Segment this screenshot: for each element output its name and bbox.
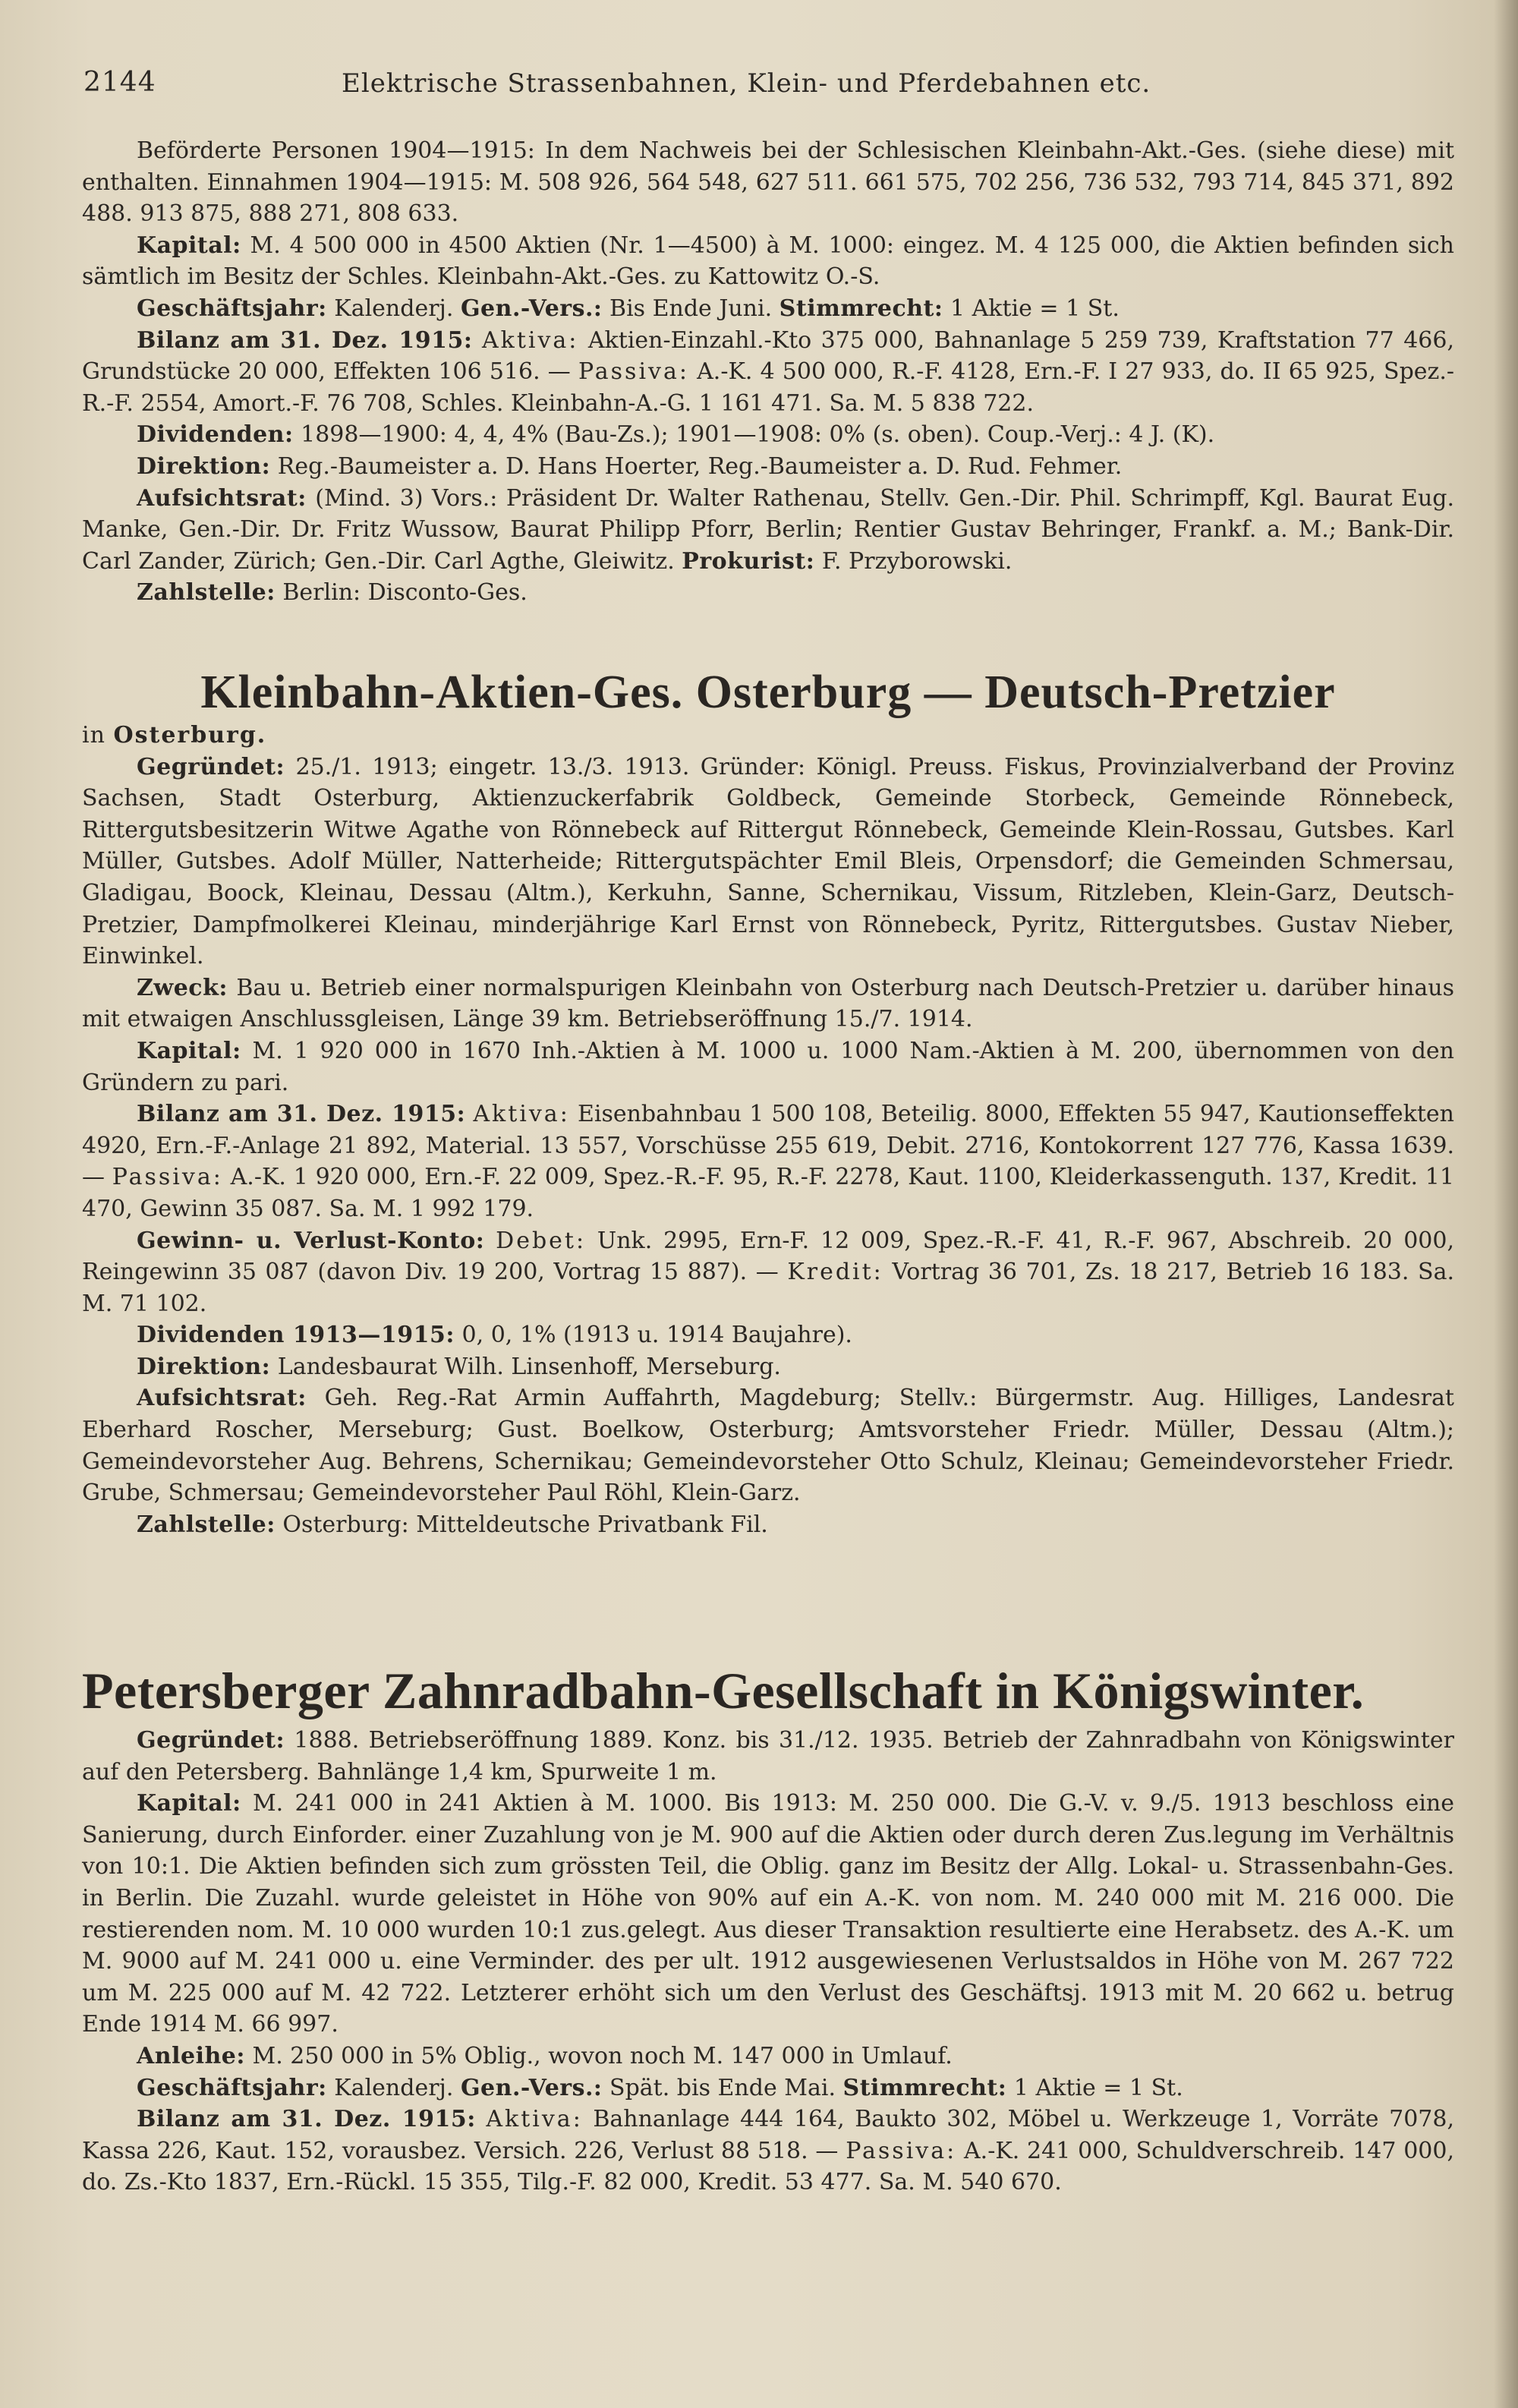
c1-direction-label: Direktion: [137,1353,271,1380]
company-petersberg [82,1661,1454,2198]
prev-aktiva-label: Aktiva: [481,326,579,354]
c2-meeting-label: Gen.-Vers.: [460,2074,603,2101]
prev-dividends-label: Dividenden: [137,421,294,449]
c1-profit-loss-label: Gewinn- u. Verlust-Konto: [137,1227,485,1254]
c1-founded [82,752,1454,972]
c2-capital-label: Kapital: [137,1790,241,1817]
prev-capital-text: M. 4 500 000 in 4500 Aktien (Nr. 1—4500) à M. 1000: eingez. M. 4 125 000, die Aktien befinden sich sämtlich im Besitz der Schles. Kleinbahn-Akt.-Ges. zu Kattowitz O.-S. [82,232,1454,291]
prev-meeting-label: Gen.-Vers.: [460,295,603,322]
prev-capital [82,230,1454,293]
c1-board [82,1382,1454,1508]
prev-paying-agent-text: Berlin: Disconto-Ges. [275,579,528,607]
c1-direction [82,1351,1454,1383]
company-osterburg-location-prefix: in [82,722,114,749]
c2-meeting-text: Spät. bis Ende Mai. [602,2074,843,2101]
prev-balance-label: Bilanz am 31. Dez. 1915: [137,326,473,354]
c2-vote-text: 1 Aktie = 1 St. [1006,2074,1183,2101]
prev-paying-agent-label: Zahlstelle: [137,579,276,607]
page-header [83,67,1427,105]
c2-founded [82,1725,1454,1788]
prev-fiscal [82,293,1454,325]
prev-vote-label: Stimmrecht: [779,295,943,322]
c2-passiva-label: Passiva: [846,2137,957,2164]
prev-balance [82,325,1454,420]
page-content [82,135,1454,2198]
c2-loan [82,2041,1454,2072]
prev-passengers-text: Beförderte Personen 1904—1915: In dem Nachweis bei der Schlesischen Kleinbahn-Akt.-Ges. (siehe diese) mit enthalten. Einnahmen 1904—1915: M. 508 926, 564 548, 627 511. 661 575, 702 256, 736 532, 793 714, 845 371, 892 488. 913 875, 888 271, 808 633. [82,137,1454,228]
prev-prokurist-text: F. Przyborowski. [814,547,1013,575]
c2-fiscal-text: Kalenderj. [326,2074,461,2101]
prev-prokurist-label: Prokurist: [682,547,815,575]
c1-direction-text: Landesbaurat Wilh. Linsenhoff, Merseburg. [270,1353,781,1380]
prev-capital-label: Kapital: [137,232,241,259]
c1-profit-loss [82,1225,1454,1320]
c2-passiva-text: A.-K. 241 000, Schuldverschreib. 147 000, do. Zs.-Kto 1837, Ern.-Rückl. 15 355, Tilg.-F. 82 000, Kredit. 53 477. Sa. M. 540 670. [82,2137,1454,2196]
c2-loan-text: M. 250 000 in 5% Oblig., wovon noch M. 147 000 in Umlauf. [244,2042,953,2069]
c1-passiva-text: A.-K. 1 920 000, Ern.-F. 22 009, Spez.-R.-F. 95, R.-F. 2278, Kaut. 1100, Kleiderkassenguth. 137, Kredit. 11 470, Gewinn 35 087. Sa. M. 1 992 179. [82,1164,1454,1222]
c2-vote-label: Stimmrecht: [842,2074,1007,2101]
company-osterburg-title: Kleinbahn-Aktien-Ges. Osterburg — Deutsch-Pretzier [200,667,1336,718]
c2-balance-label: Bilanz am 31. Dez. 1915: [137,2106,476,2133]
company-osterburg [82,665,1454,1661]
company-osterburg-location [82,720,1454,752]
c1-capital-label: Kapital: [137,1037,241,1064]
prev-passengers [82,135,1454,230]
prev-vote-text: 1 Aktie = 1 St. [943,295,1120,322]
c1-dividends-text: 0, 0, 1% (1913 u. 1914 Baujahre). [455,1322,852,1349]
c1-purpose-label: Zweck: [137,974,228,1001]
prev-fiscal-label: Geschäftsjahr: [137,295,327,322]
prev-direction [82,451,1454,483]
c2-aktiva-text: Bahnanlage 444 164, Baukto 302, Möbel u. Werkzeuge 1, Vorräte 7078, Kassa 226, Kaut. 152, vorausbez. Versich. 226, Verlust 88 518. — [82,2106,1454,2164]
company-petersberg-title: Petersberger Zahnradbahn-Gesellschaft in Königswinter. [82,1662,1365,1719]
page-number: 2144 [83,67,156,98]
c2-balance [82,2104,1454,2198]
running-title: Elektrische Strassenbahnen, Klein- und Pferdebahnen etc. [342,68,1151,99]
c1-aktiva-text: Eisenbahnbau 1 500 108, Beteilig. 8000, Effekten 55 947, Kautionseffekten 4920, Ern.-F.-Anlage 21 892, Material. 13 557, Vorschüsse 255 619, Debit. 2716, Kontokorrent 127 776, Kassa 1639. — [82,1101,1454,1191]
c2-loan-label: Anleihe: [137,2042,245,2069]
prev-passiva-text: A.-K. 4 500 000, R.-F. 4128, Ern.-F. I 27 933, do. II 65 925, Spez.-R.-F. 2554, Amort.-F. 76 708, Schles. Kleinbahn-A.-G. 1 161 471. Sa. M. 5 838 722. [82,358,1454,417]
c1-passiva-label: Passiva: [112,1164,223,1191]
prev-passiva-label: Passiva: [578,358,689,386]
c1-board-text: Geh. Reg.-Rat Armin Auffahrth, Magdeburg; Stellv.: Bürgermstr. Aug. Hilliges, Landesrat Eberhard Roscher, Merseburg; Gust. Boelkow, Osterburg; Amtsvorsteher Friedr. Müller, Dessau (Altm.); Gemeindevorsteher Aug. Behrens, Schernikau; Gemeindevorsteher Otto Schulz, Kleinau; Gemeindevorsteher Friedr. Grube, Schmersau; Gemeindevorsteher Paul Röhl, Klein-Garz. [82,1385,1454,1507]
c1-balance [82,1098,1454,1224]
c1-paying-agent-label: Zahlstelle: [137,1511,276,1538]
c1-kredit-label: Kredit: [787,1259,883,1286]
prev-board-text: (Mind. 3) Vors.: Präsident Dr. Walter Rathenau, Stellv. Gen.-Dir. Phil. Schrimpff, Kgl. Baurat Eug. Manke, Gen.-Dir. Dr. Fritz Wussow, Baurat Philipp Pforr, Berlin; Rentier Gustav Behringer, Frankf. a. M.; Bank-Dir. Carl Zander, Zürich; Gen.-Dir. Carl Agthe, Gleiwitz. [82,484,1454,575]
c1-purpose [82,972,1454,1035]
c1-founded-label: Gegründet: [137,753,285,780]
c1-paying-agent-text: Osterburg: Mitteldeutsche Privatbank Fil. [275,1511,768,1538]
c2-capital-text: M. 241 000 in 241 Aktien à M. 1000. Bis 1913: M. 250 000. Die G.-V. v. 9./5. 1913 beschloss eine Sanierung, durch Einforder. einer Zuzahlung von je M. 900 auf die Aktien oder durch deren Zus.legung im Verhältnis von 10:1. Die Aktien befinden sich zum grössten Teil, die Oblig. ganz im Besitz der Allg. Lokal- u. Strassenbahn-Ges. in Berlin. Die Zuzahl. wurde geleistet in Höhe von 90% auf ein A.-K. von nom. M. 240 000 mit M. 216 000. Die restierenden nom. M. 10 000 wurden 10:1 zus.gelegt. Aus dieser Transaktion resultierte eine Herabsetz. des A.-K. um M. 9000 auf M. 241 000 u. eine Verminder. des per ult. 1912 ausgewiesenen Verlustsaldos in Höhe von M. 267 722 um M. 225 000 auf M. 42 722. Letzterer erhöht sich um den Verlust des Geschäftsj. 1913 mit M. 20 662 u. betrug Ende 1914 M. 66 997. [82,1790,1454,2038]
c2-capital [82,1788,1454,2041]
c1-purpose-text: Bau u. Betrieb einer normalspurigen Kleinbahn von Osterburg nach Deutsch-Pretzier u. darüber hinaus mit etwaigen Anschlussgleisen, Länge 39 km. Betriebseröffnung 15./7. 1914. [82,974,1454,1033]
prev-section [82,135,1454,665]
prev-board [82,483,1454,578]
prev-paying-agent [82,577,1454,609]
prev-direction-text: Reg.-Baumeister a. D. Hans Hoerter, Reg.-Baumeister a. D. Rud. Fehmer. [270,452,1123,480]
c1-board-label: Aufsichtsrat: [137,1385,307,1412]
c1-dividends-label: Dividenden 1913—1915: [137,1322,455,1349]
c1-balance-label: Bilanz am 31. Dez. 1915: [137,1101,466,1128]
c2-fiscal-label: Geschäftsjahr: [137,2074,327,2101]
page-edge-shadow [1494,0,1518,2408]
c2-fiscal [82,2072,1454,2104]
prev-meeting-text: Bis Ende Juni. [602,295,779,322]
prev-dividends-text: 1898—1900: 4, 4, 4% (Bau-Zs.); 1901—1908: 0% (s. oben). Coup.-Verj.: 4 J. (K). [293,421,1215,449]
prev-fiscal-text: Kalenderj. [326,295,461,322]
prev-dividends [82,419,1454,451]
prev-direction-label: Direktion: [137,452,271,480]
c1-kredit-text: Vortrag 36 701, Zs. 18 217, Betrieb 16 183. Sa. M. 71 102. [82,1259,1454,1317]
c1-paying-agent [82,1509,1454,1541]
c1-debet-text: Unk. 2995, Ern-F. 12 009, Spez.-R.-F. 41, R.-F. 967, Abschreib. 20 000, Reingewinn 35 087 (davon Div. 19 200, Vortrag 15 887). — [82,1227,1454,1286]
c1-aktiva-label: Aktiva: [473,1101,570,1128]
c1-dividends [82,1319,1454,1351]
c1-founded-text: 25./1. 1913; eingetr. 13./3. 1913. Gründer: Königl. Preuss. Fiskus, Provinzialverband der Provinz Sachsen, Stadt Osterburg, Aktienzuckerfabrik Goldbeck, Gemeinde Storbeck, Gemeinde Rönnebeck, Rittergutsbesitzerin Witwe Agathe von Rönnebeck auf Rittergut Rönnebeck, Gemeinde Klein-Rossau, Gutsbes. Karl Müller, Gutsbes. Adolf Müller, Natterheide; Rittergutspächter Emil Bleis, Orpensdorf; die Gemeinden Schmersau, Gladigau, Boock, Kleinau, Dessau (Altm.), Kerkuhn, Sanne, Schernikau, Vissum, Ritzleben, Klein-Garz, Deutsch-Pretzier, Dampfmolkerei Kleinau, minderjährige Karl Ernst von Rönnebeck, Pyritz, Rittergutsbes. Gustav Nieber, Einwinkel. [82,753,1454,970]
c2-founded-label: Gegründet: [137,1727,285,1754]
c1-capital-text: M. 1 920 000 in 1670 Inh.-Aktien à M. 1000 u. 1000 Nam.-Aktien à M. 200, übernommen von den Gründern zu pari. [82,1037,1454,1096]
c1-capital [82,1035,1454,1098]
company-osterburg-location-name: Osterburg. [113,722,267,749]
prev-board-label: Aufsichtsrat: [137,484,307,512]
c2-aktiva-label: Aktiva: [486,2106,583,2133]
prev-aktiva-text: Aktien-Einzahl.-Kto 375 000, Bahnanlage 5 259 739, Kraftstation 77 466, Grundstücke 20 000, Effekten 106 516. — [82,326,1454,386]
c1-debet-label: Debet: [496,1227,587,1254]
c2-founded-text: 1888. Betriebseröffnung 1889. Konz. bis 31./12. 1935. Betrieb der Zahnradbahn von Königswinter auf den Petersberg. Bahnlänge 1,4 km, Spurweite 1 m. [82,1727,1454,1786]
